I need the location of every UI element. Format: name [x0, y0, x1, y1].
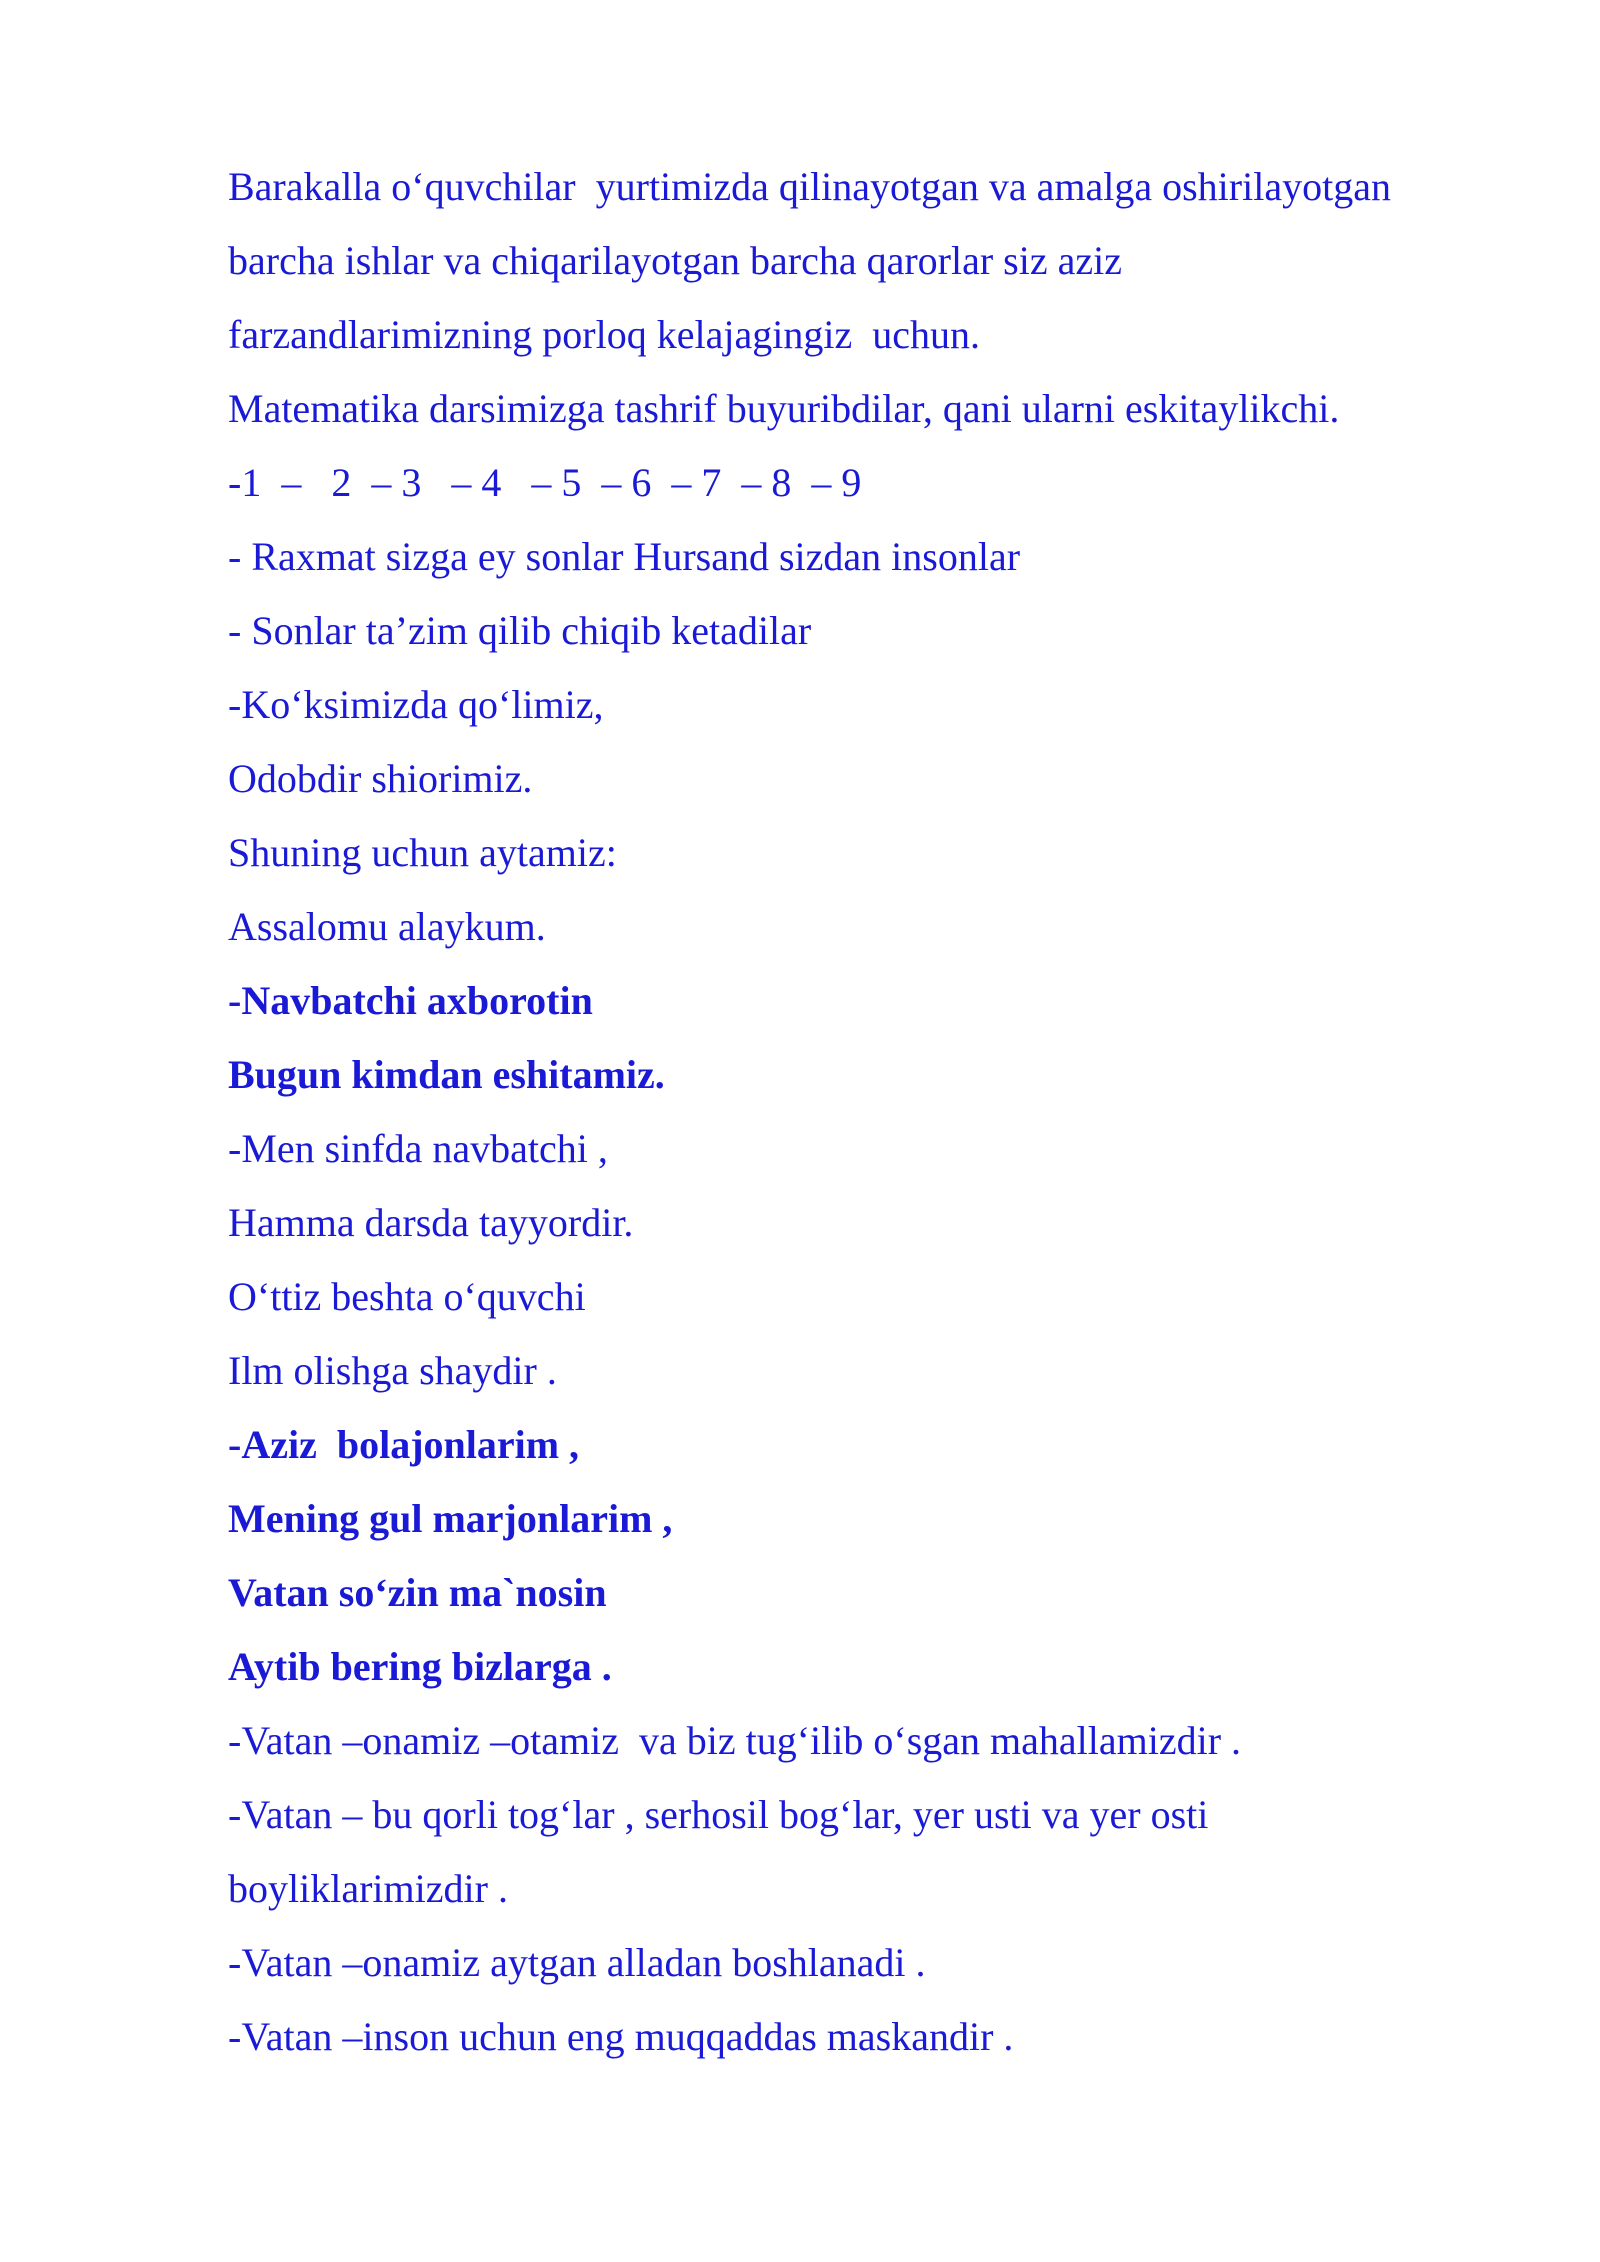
text-line: barcha ishlar va chiqarilayotgan barcha qarorlar siz aziz — [228, 238, 1122, 283]
text-line: -1 – 2 – 3 – 4 – 5 – 6 – 7 – 8 – 9 — [228, 460, 862, 505]
text-line: -Vatan –onamiz –otamiz va biz tug‘ilib o‘sgan mahallamizdir . — [228, 1718, 1242, 1763]
text-line: Odobdir shiorimiz. — [228, 756, 533, 801]
text-line: -Ko‘ksimizda qo‘limiz, — [228, 682, 604, 727]
text-line: - Sonlar ta’zim qilib chiqib ketadilar — [228, 608, 812, 653]
text-line: Bugun kimdan eshitamiz. — [228, 1052, 665, 1097]
document-body — [228, 150, 1528, 2074]
text-line: -Aziz bolajonlarim , — [228, 1422, 580, 1467]
text-line: Vatan so‘zin ma`nosin — [228, 1570, 607, 1615]
text-line: -Vatan – bu qorli tog‘lar , serhosil bog‘lar, yer usti va yer osti — [228, 1792, 1209, 1837]
text-line: - Raxmat sizga ey sonlar Hursand sizdan insonlar — [228, 534, 1021, 579]
text-line: -Men sinfda navbatchi , — [228, 1126, 608, 1171]
text-line: O‘ttiz beshta o‘quvchi — [228, 1274, 586, 1319]
text-line: Hamma darsda tayyordir. — [228, 1200, 634, 1245]
text-line: Mening gul marjonlarim , — [228, 1496, 673, 1541]
text-line: -Vatan –inson uchun eng muqqaddas maskandir . — [228, 2014, 1014, 2059]
text-line: -Navbatchi axborotin — [228, 978, 593, 1023]
text-line: Assalomu alaykum. — [228, 904, 546, 949]
text-line: Ilm olishga shaydir . — [228, 1348, 557, 1393]
text-line: farzandlarimizning porloq kelajagingiz uchun. — [228, 312, 980, 357]
text-line: -Vatan –onamiz aytgan alladan boshlanadi . — [228, 1940, 926, 1985]
text-line: Aytib bering bizlarga . — [228, 1644, 612, 1689]
text-line: Shuning uchun aytamiz: — [228, 830, 617, 875]
text-line: Matematika darsimizga tashrif buyuribdilar, qani ularni eskitaylikchi. — [228, 386, 1340, 431]
text-line: Barakalla o‘quvchilar yurtimizda qilinayotgan va amalga oshirilayotgan — [228, 164, 1391, 209]
text-line: boyliklarimizdir . — [228, 1866, 508, 1911]
